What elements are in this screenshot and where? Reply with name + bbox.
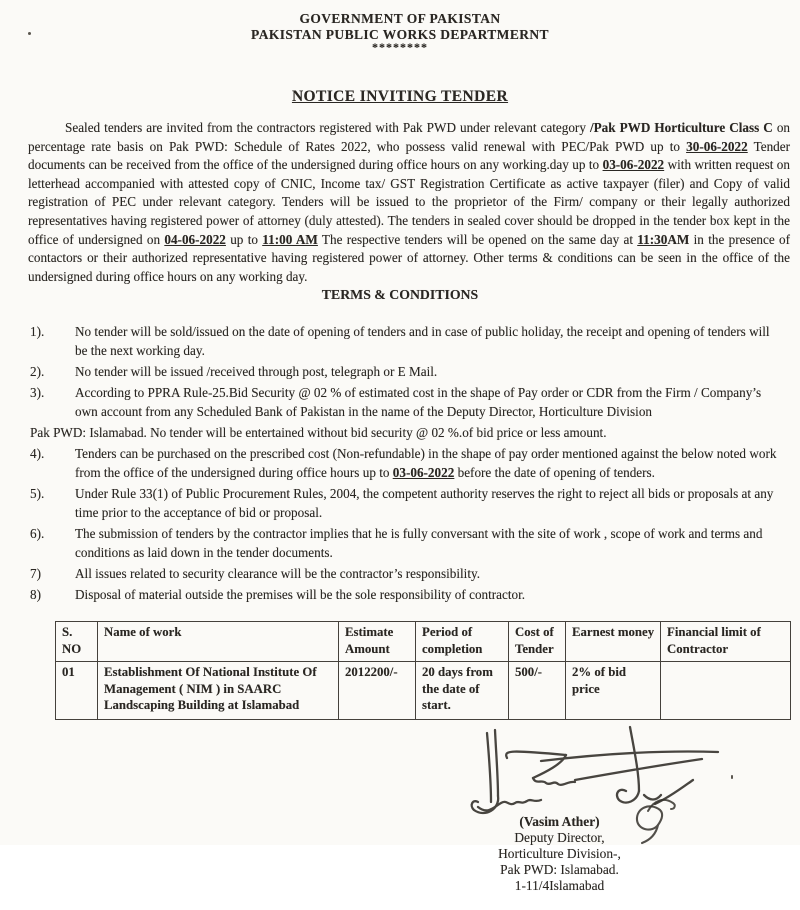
- work-table-head: [56, 622, 791, 662]
- term-item: [30, 362, 786, 381]
- table-cell: Establishment Of National Institute Of Management ( NIM ) in SAARC Landscaping Building at Islamabad: [98, 662, 339, 720]
- table-row: [56, 662, 791, 720]
- asterisk-divider: ********: [372, 40, 428, 54]
- term-text: [75, 484, 786, 522]
- table-header-cell: Name of work: [98, 622, 339, 662]
- text-segment: According to PPRA Rule-25.Bid Security @ 02 % of estimated cost in the shape of Pay order or CDR from the Firm / Company’s own account from any Scheduled Bank of Pakistan in the name of the Deputy Director, Horticulture Division: [75, 385, 762, 420]
- table-header-cell: Period of completion: [416, 622, 509, 662]
- term-number: 3).: [30, 385, 45, 401]
- signature-section: [0, 720, 800, 910]
- text-segment: in the presence of contactors or their authorized representative having registered power of attorney. Other terms & conditions can be seen in the office of the undersigned during office hours on any working day.: [28, 231, 791, 284]
- term-text: [75, 383, 786, 421]
- term-number: 2).: [30, 364, 45, 380]
- term-number: 4).: [30, 446, 45, 462]
- text-segment: 03-06-2022: [392, 465, 455, 481]
- term-item: [30, 484, 786, 522]
- text-segment: Disposal of material outside the premises will be the sole responsibility of contractor.: [75, 587, 526, 603]
- term-number: 6).: [30, 526, 45, 542]
- notice-title-row: [0, 88, 800, 106]
- scan-speck: [28, 32, 31, 35]
- terms-list: [30, 322, 786, 604]
- term-item: [30, 383, 786, 421]
- work-table: [55, 621, 791, 720]
- text-segment: Sealed tenders are invited from the contractors registered with Pak PWD under relevant category: [65, 120, 590, 135]
- table-cell: 2% of bid price: [566, 662, 661, 720]
- text-segment: No tender will be sold/issued on the date of opening of tenders and in case of public holiday, the receipt and opening of tenders will be the next working day.: [75, 324, 770, 359]
- text-segment: Pak PWD: Islamabad. No tender will be entertained without bid security @ 02 %.of bid price or less amount.: [30, 425, 607, 441]
- table-cell: 20 days from the date of start.: [416, 662, 509, 720]
- text-segment: All issues related to security clearance will be the contractor’s responsibility.: [75, 566, 481, 582]
- text-segment: up to: [225, 231, 263, 247]
- term-number: 7): [30, 566, 41, 582]
- text-segment: /Pak PWD Horticulture Class C: [589, 120, 773, 135]
- table-header-row: [56, 622, 791, 662]
- term-text: [75, 444, 786, 482]
- term-item: [30, 322, 786, 360]
- term-item: [30, 564, 786, 583]
- signatory-title: Deputy Director,: [514, 830, 605, 846]
- table-cell: 500/-: [509, 662, 566, 720]
- term-number: 1).: [30, 324, 45, 340]
- signatory-name: (Vasim Ather): [519, 814, 600, 830]
- text-segment: Tender documents can be received from the office of the undersigned during office hours on any working.day up to: [28, 138, 790, 173]
- term-text: [75, 564, 786, 583]
- pen-flourish-tail-icon: [626, 803, 672, 845]
- table-cell: 2012200/-: [339, 662, 416, 720]
- term-item: [30, 524, 786, 562]
- text-segment: before the date of opening of tenders.: [454, 465, 655, 481]
- term-text: [75, 585, 786, 604]
- table-header-cell: Financial limit of Contractor: [661, 622, 791, 662]
- table-header-cell: Earnest money: [566, 622, 661, 662]
- scan-speck: [731, 775, 733, 779]
- department-title: PAKISTAN PUBLIC WORKS DEPARTMERNT: [251, 26, 549, 42]
- table-cell: 01: [56, 662, 98, 720]
- work-table-body: [56, 662, 791, 720]
- text-segment: 11:00 AM: [262, 231, 318, 247]
- text-segment: 30-06-2022: [686, 138, 748, 154]
- signatory-department: Pak PWD: Islamabad.: [500, 861, 619, 877]
- term-text: [75, 524, 786, 562]
- term-number: 8): [30, 587, 41, 603]
- text-segment: 04-06-2022: [164, 231, 226, 247]
- text-segment: on percentage rate basis on Pak PWD: Schedule of Rates 2022, who possess valid renewal with PEC/Pak PWD up to: [28, 120, 791, 154]
- government-title: GOVERNMENT OF PAKISTAN: [299, 11, 501, 26]
- document-header: [0, 0, 800, 52]
- text-segment: Tenders can be purchased on the prescribed cost (Non-refundable) in the shape of pay order mentioned against the below noted work from the office of the undersigned during office hours up to: [75, 446, 777, 481]
- text-segment: The submission of tenders by the contractor implies that he is fully conversant with the site of work , scope of work and terms and conditions as laid down in the tender documents.: [75, 526, 763, 561]
- term-number: 5).: [30, 486, 45, 502]
- text-segment: The respective tenders will be opened on the same day at: [317, 231, 638, 247]
- text-segment: 03-06-2022: [602, 157, 665, 173]
- term-item: [30, 423, 786, 442]
- text-segment: No tender will be issued /received through post, telegraph or E Mail.: [75, 364, 438, 380]
- term-text: [75, 362, 786, 381]
- text-segment: with written request on letterhead accompanied with attested copy of CNIC, Income tax/ GST Registration Certificate as active taxpayer (filer) and Copy of valid registration of PEC under relevant category. Tenders will be issued to the proprietor of the Firm/ company or their legally authorized representatives having registered power of attorney (duly attested). The tenders in sealed cover should be dropped in the tender box kept in the office of undersigned on: [28, 157, 790, 247]
- table-header-cell: Estimate Amount: [339, 622, 416, 662]
- text-segment: AM: [667, 231, 690, 247]
- text-segment: Under Rule 33(1) of Public Procurement Rules, 2004, the competent authority reserves the right to reject all bids or proposals at any time prior to the acceptance of bid or proposal.: [75, 486, 774, 521]
- term-item: [30, 585, 786, 604]
- text-segment: 11:30: [637, 231, 668, 247]
- signature-scribble-icon: [420, 724, 740, 824]
- notice-title: NOTICE INVITING TENDER: [291, 88, 509, 105]
- term-text: [30, 425, 613, 440]
- table-cell: [661, 662, 791, 720]
- intro-paragraph: [28, 119, 790, 286]
- signatory-division: Horticulture Division-,: [498, 845, 621, 861]
- term-text: [75, 322, 786, 360]
- term-item: [30, 444, 786, 482]
- table-header-cell: S. NO: [56, 622, 98, 662]
- signatory-address: 1-11/4Islamabad: [514, 877, 605, 893]
- table-header-cell: Cost of Tender: [509, 622, 566, 662]
- terms-heading: TERMS & CONDITIONS: [321, 287, 479, 303]
